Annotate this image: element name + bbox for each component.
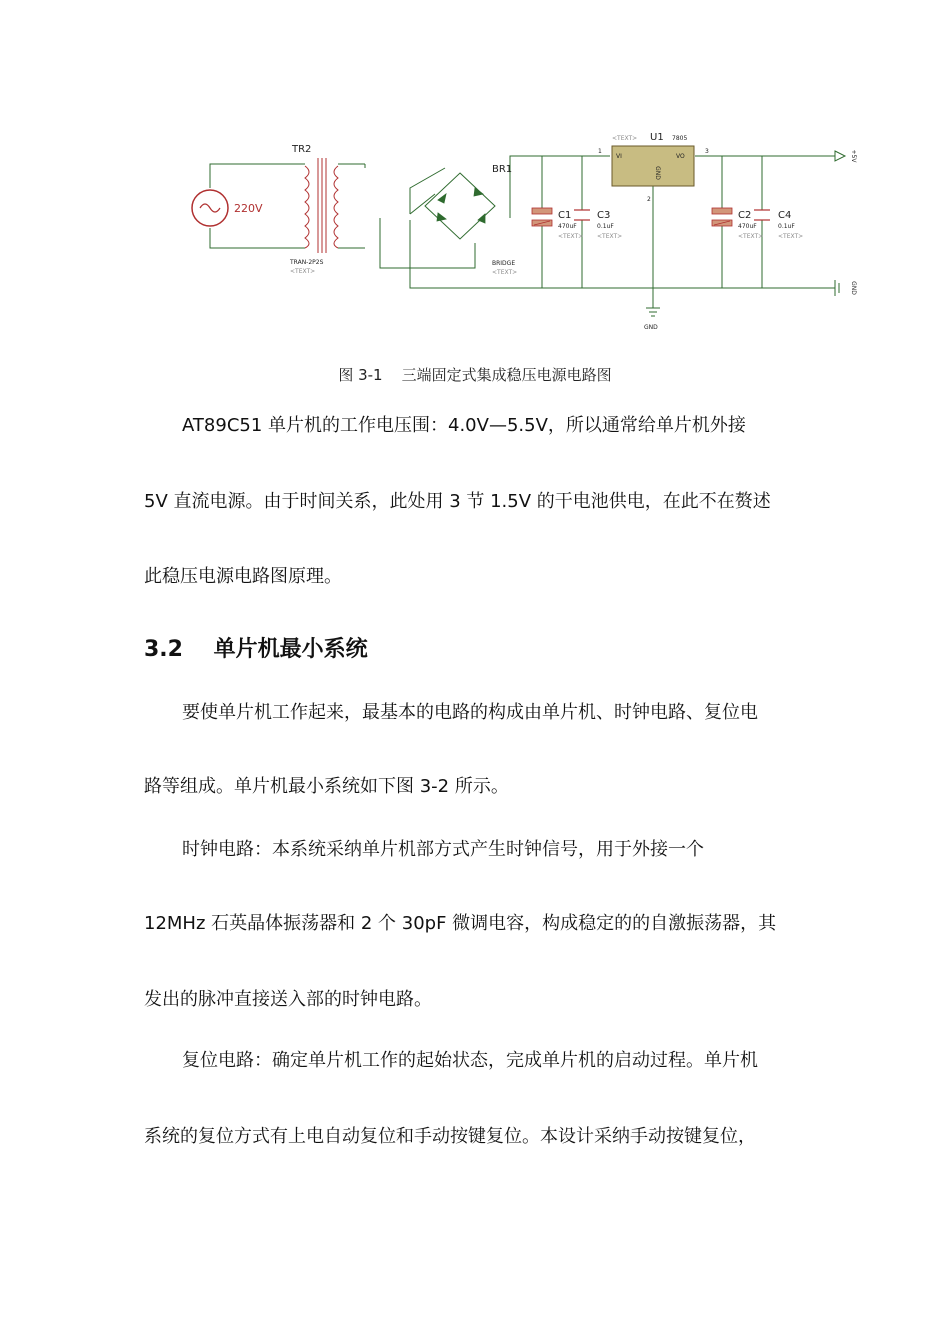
transformer-part: TRAN-2P2S — [290, 259, 324, 266]
regulator-part: 7805 — [672, 135, 688, 142]
c1-value: 470uF — [558, 223, 577, 230]
c3-text: <TEXT> — [597, 233, 623, 240]
transformer-ref: TR2 — [292, 144, 312, 155]
c3-ref: C3 — [597, 210, 611, 221]
regulator-ic — [612, 146, 694, 186]
c2-value: 470uF — [738, 223, 757, 230]
paragraph-line: 12MHz 石英晶体振荡器和 2 个 30pF 微调电容，构成稳定的的自激振荡器，其 — [144, 913, 777, 934]
capacitor-c2-icon — [712, 208, 732, 226]
section-heading: 3.2 单片机最小系统 — [144, 637, 368, 662]
source-voltage-label: 220V — [234, 202, 263, 215]
paragraph-line: 此稳压电源电路图原理。 — [144, 566, 342, 587]
c4-ref: C4 — [778, 210, 792, 221]
paragraph-line: 复位电路：确定单片机工作的起始状态，完成单片机的启动过程。单片机 — [182, 1050, 758, 1071]
paragraph-line: 发出的脉冲直接送入部的时钟电路。 — [144, 989, 432, 1010]
regulator-ref: U1 — [650, 132, 664, 143]
paragraph-line: 5V 直流电源。由于时间关系，此处用 3 节 1.5V 的干电池供电，在此不在赘述 — [144, 491, 771, 512]
c4-value: 0.1uF — [778, 223, 795, 230]
output-terminal-icon — [835, 151, 845, 161]
output-gnd-label: GND — [850, 281, 857, 295]
regulator-pin1: 1 — [598, 148, 602, 155]
c4-text: <TEXT> — [778, 233, 804, 240]
paragraph-line: 路等组成。单片机最小系统如下图 3-2 所示。 — [144, 776, 509, 797]
regulator-vo: VO — [676, 153, 685, 160]
c2-ref: C2 — [738, 210, 752, 221]
bridge-text: <TEXT> — [492, 269, 518, 276]
paragraph-line: 系统的复位方式有上电自动复位和手动按键复位。本设计采纳手动按键复位， — [144, 1126, 756, 1147]
bridge-diodes-icon — [437, 188, 485, 223]
power-supply-schematic — [180, 128, 870, 338]
regulator-pin3: 3 — [705, 148, 709, 155]
output-plus-label: +5V — [850, 149, 857, 163]
regulator-gnd: GND — [654, 166, 661, 180]
c1-text: <TEXT> — [558, 233, 584, 240]
figure-caption: 图 3-1 三端固定式集成稳压电源电路图 — [338, 366, 612, 384]
transformer-text: <TEXT> — [290, 268, 316, 275]
c2-text: <TEXT> — [738, 233, 764, 240]
paragraph-line: 时钟电路：本系统采纳单片机部方式产生时钟信号，用于外接一个 — [182, 839, 704, 860]
regulator-pin2: 2 — [647, 196, 651, 203]
c1-ref: C1 — [558, 210, 572, 221]
regulator-text: <TEXT> — [612, 135, 638, 142]
bridge-ref: BR1 — [492, 164, 513, 175]
paragraph-line: AT89C51 单片机的工作电压围：4.0V—5.5V，所以通常给单片机外接 — [182, 415, 746, 436]
regulator-vi: VI — [616, 153, 622, 160]
bridge-part: BRIDGE — [492, 260, 516, 267]
capacitor-c3-icon — [574, 210, 590, 220]
ground-label: GND — [644, 324, 658, 331]
paragraph-line: 要使单片机工作起来，最基本的电路的构成由单片机、时钟电路、复位电 — [182, 702, 758, 723]
c3-value: 0.1uF — [597, 223, 614, 230]
capacitor-c1-icon — [532, 208, 552, 226]
capacitor-c4-icon — [754, 210, 770, 220]
